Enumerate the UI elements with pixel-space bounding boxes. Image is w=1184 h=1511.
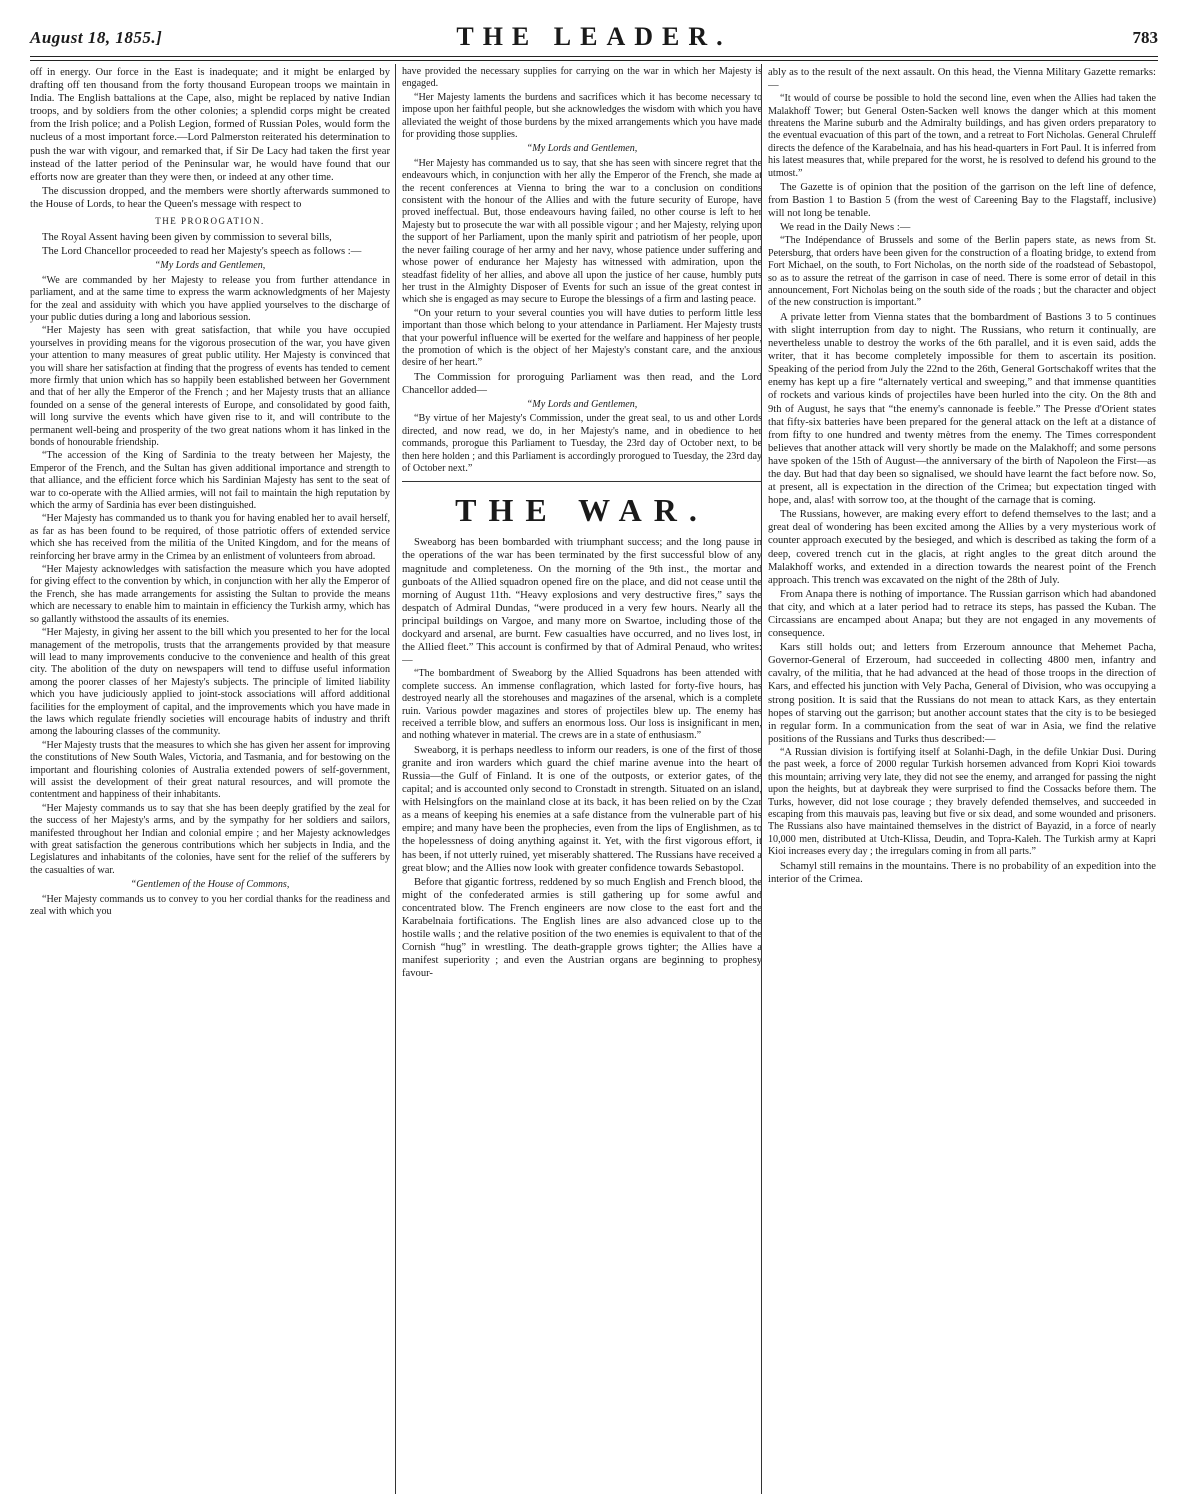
paragraph: off in energy. Our force in the East is inadequate; and it might be enlarged by drafting off ten thousand from the forty thousand European troops we maintain in India. The English battalions at the Cape, also, might be replaced by native Indian troops, and by soldiers from the other colonies; a splendid corps might be created from the Irish police; and a Polish Legion, formed of Russian Poles, would form the nucleus of a most important force.—Lord Palmerston reiterated his determination to push the war with vigour, and remarked that, if Sir De Lacy had taken the first year instead of the latter period of the Peninsular war, he would have found that our efforts now are greater than they were then, or indeed at any other time.	[30, 67, 390, 183]
column-divider-2	[761, 64, 762, 1494]
paragraph: ably as to the result of the next assault. On this head, the Vienna Military Gazette remarks:—	[768, 67, 1156, 92]
column-1	[30, 66, 390, 1491]
paragraph: Kars still holds out; and letters from Erzeroum announce that Mehemet Pacha, Governor-General of Erzeroum, had succeeded in collecting 4800 men, infantry and cavalry, of the militia, that he had advanced at the head of those troops in the direction of Kars, and effected his junction with Vely Pacha, General of Division, who was occupying a strong position. It is said that the Russians do not mean to attack Kars, as they entertain hopes of starving out the garrison; but another account states that the city is to be besieged in regular form. In a communication from the seat of war in Asia, we find the relative positions of the Russians and Turks thus described:—	[768, 642, 1156, 745]
quoted-paragraph: “Her Majesty commands us to convey to you her cordial thanks for the readiness and zeal with which you	[30, 893, 390, 918]
quoted-paragraph: “The Indépendance of Brussels and some of the Berlin papers state, as news from St. Petersburg, that orders have been given for the construction of a floating bridge, to extend from Fort Michael, on the south, to Fort Nicholas, on the north side of the roadstead of Sebastopol, so as to assure the retreat of the garrison in case of need. There is some error of detail in this announcement, Fort Nicholas being on the south side of the roads ; but the character and object of the new construction is important.”	[768, 235, 1156, 309]
quoted-paragraph: “On your return to your several counties you will have duties to perform little less important than those which belong to your attendance in Parliament. Her Majesty trusts that your powerful influence will be exerted for the welfare and happiness of her people, the promotion of which is the object of her Majesty's constant care, and the anxious desire of her heart.”	[402, 307, 762, 369]
paragraph: The Russians, however, are making every effort to defend themselves to the last; and a great deal of wondering has been excited among the Allies by a very mysterious work of counter approach executed by the besieged, and which is described as taking the form of a deep, covered trench cut in the glacis, at right angles to the great ditch around the Malakhoff works, and extended in a direction towards the nearest point of the French approach. This trench was excavated on the night of the 28th of July.	[768, 509, 1156, 586]
quoted-paragraph: “Her Majesty has commanded us to say, that she has seen with sincere regret that the endeavours which, in conjunction with her ally the Emperor of the French, she made at the recent conferences at Vienna to bring the war to a conclusion on conditions consistent with the honour of the Allies and with the future security of Europe, have proved ineffectual. But, those endeavours having failed, no other course is left to her Majesty but to prosecute the war with all possible vigour ; and her Majesty, relying upon the support of her Parliament, upon the manly spirit and patriotism of her people, upon the never failing courage of her army and her navy, whose patience under suffering and whose power of endurance her Majesty has witnessed with admiration, upon the steadfast fidelity of her allies, and above all upon the justice of her cause, humbly puts her trust in the Almighty Disposer of Events for such an issue of the great contest in which she is engaged as may secure to Europe the blessings of a firm and lasting peace.	[402, 157, 762, 306]
salutation: “Gentlemen of the House of Commons,	[130, 879, 290, 891]
page-header	[30, 12, 1158, 54]
quoted-paragraph: “The accession of the King of Sardinia to the treaty between her Majesty, the Emperor of the French, and the Sultan has given additional importance and strength to that alliance, and the efficient force which his Sardinian Majesty has sent to the seat of war to co-operate with the Allied armies, will not fail to maintain the high reputation by which the army of Sardinia has ever been distinguished.	[30, 450, 390, 512]
paragraph: The Royal Assent having been given by commission to several bills,	[42, 232, 332, 244]
quoted-paragraph: “Her Majesty acknowledges with satisfaction the measure which you have adopted for giving effect to the convention by which, in conjunction with her ally the Emperor of the French, she has made arrangements for assisting the Sultan to provide the means which are necessary to enable him to maintain in efficiency the Turkish army, which has so gallantly withstood the assaults of its enemies.	[30, 564, 390, 625]
section-heading: THE PROROGATION.	[155, 216, 265, 227]
quoted-paragraph: “Her Majesty, in giving her assent to the bill which you presented to her for the local management of the metropolis, trusts that the arrangements provided by that measure will lead to many improvements conducive to the convenience and health of this great city. The abolition of the duty on newspapers will tend to diffuse useful information among the poorer classes of her Majesty's subjects. The principle of limited liability which you have judiciously applied to joint-stock associations will afford additional facilities for the employment of capital, and the improvements which you have made in the laws which regulate friendly societies will encourage habits of industry and thrift among the labouring classes of the community.	[30, 627, 390, 738]
column-2	[402, 66, 762, 1491]
page-number: 783	[1132, 28, 1158, 47]
paragraph: We read in the Daily News :—	[780, 222, 911, 234]
section-title-the-war: THE WAR.	[455, 492, 709, 529]
salutation: “My Lords and Gentlemen,	[526, 143, 638, 155]
paragraph: The Gazette is of opinion that the position of the garrison on the left line of defence, from Bastion 1 to Bastion 5 (from the west of Careening Bay to the Flagstaff, inclusive) will not long be tenable.	[768, 182, 1156, 220]
column-3	[768, 66, 1156, 1491]
paragraph: The discussion dropped, and the members were shortly afterwards summoned to the House of Lords, to hear the Queen's message with respect to	[30, 185, 390, 210]
header-rule-top	[30, 56, 1158, 57]
quoted-paragraph: “Her Majesty commands us to say that she has been deeply gratified by the zeal for the success of her Majesty's arms, and by the sympathy for her soldiers and sailors, manifested throughout her Indian and colonial empire ; and her Majesty acknowledges with great satisfaction the generous contributions which her subjects in India, and the Legislatures and inhabitants of the colonies, have sent for the relief of the sufferers by the casualties of war.	[30, 802, 390, 876]
salutation: “My Lords and Gentlemen,	[154, 260, 266, 272]
paragraph: The Lord Chancellor proceeded to read her Majesty's speech as follows :—	[42, 246, 362, 258]
quoted-paragraph: “Her Majesty has seen with great satisfaction, that while you have occupied yourselves in providing means for the vigorous prosecution of the war, you have given your attention to many measures of great public utility. Her Majesty is convinced that you will share her satisfaction at finding that the progress of events has tended to cement more firmly that union which has so happily been established between her Government and that of her ally the Emperor of the French ; and her Majesty trusts that an alliance founded on a sense of the general interests of Europe, and consolidated by good faith, will long survive the events which have given rise to it, and will contribute to the permanent well-being and prosperity of the two great nations whom it has linked in the bonds of honourable friendship.	[30, 325, 390, 448]
column-divider-1	[395, 64, 396, 1494]
paragraph: From Anapa there is nothing of importance. The Russian garrison which had abandoned that city, and which at a later period had to retrace its steps, has passed the Kuban. The Circassians are encamped about Anapa; but they are not engaged in any movements of consequence.	[768, 588, 1156, 640]
section-rule	[402, 481, 762, 482]
masthead-title: THE LEADER.	[456, 22, 732, 51]
quoted-paragraph: “Her Majesty laments the burdens and sacrifices which it has become necessary to impose upon her faithful people, but she acknowledges the wisdom with which you have alleviated the weight of those burdens by the mixed arrangements which you have made for providing those supplies.	[402, 91, 762, 141]
quoted-paragraph: “A Russian division is fortifying itself at Solanhi-Dagh, in the defile Unkiar Dusi. During the past week, a force of 2000 regular Turkish horsemen advanced from Kopri Kioi towards this mountain; arriving very late, they did not see the enemy, and arranged for passing the night upon the heights, but at daybreak they were surprised to find the Cossacks before them. The Turks, however, did not lose courage ; they bravely defended themselves, and succeeded in escaping from this mauvais pas, leaving but five or six dead, and some wounded and prisoners. The Russians also have maintained themselves in the district of Bayazid, in a force of nearly 10,000 men, distributed at Utch-Klissa, Deudin, and Topra-Kaleh. The Turkish army at Kapri Kioi increases every day ; the irregulars coming in from all parts.”	[768, 746, 1156, 858]
paragraph: Schamyl still remains in the mountains. There is no probability of an expedition into the interior of the Crimea.	[768, 860, 1156, 885]
paragraph: Sweaborg has been bombarded with triumphant success; and the long pause in the operations of the war has been terminated by the first successful blow of any magnitude and completeness. On the morning of the 9th inst., the mortar and gunboats of the Allied squadron opened fire on the place, and did not cease until the morning of August 11th. “Heavy explosions and very destructive fires,” says the despatch of Admiral Dundas, “were produced in a very few hours. Nearly all the principal buildings on Vargoe, and many more on Swartoe, including those of the dockyard and arsenal, are burnt. Few casualties have occurred, and no lives lost, in the Allied fleet.” This account is confirmed by that of Admiral Penaud, who writes:—	[402, 537, 762, 667]
quoted-paragraph: “Her Majesty trusts that the measures to which she has given her assent for improving the constitutions of New South Wales, Victoria, and Tasmania, and for bestowing on the important and flourishing colonies of Australia extended powers of self-government, will assist the development of their great natural resources, and will promote the contentment and happiness of their inhabitants.	[30, 739, 390, 801]
paragraph: The Commission for proroguing Parliament was then read, and the Lord Chancellor added—	[402, 371, 762, 396]
issue-date: August 18, 1855.]	[30, 28, 163, 47]
quoted-paragraph: have provided the necessary supplies for carrying on the war in which her Majesty is engaged.	[402, 66, 762, 90]
paragraph: A private letter from Vienna states that the bombardment of Bastions 3 to 5 continues with slight interruption from day to night. The Russians, who return it continually, are nevertheless unable to destroy the works of the 6th parallel, and it is even said, adds the writer, that it has become completely impossible for them to ascertain its position. Speaking of the period from July the 22nd to the 26th, General Gortschakoff writes that the enemy has kept up a fire “alternately vertical and sweeping,” and that immense quantities of rockets and various kinds of projectiles have been hurled into the city. On the 8th and 9th of August, he says that “the enemy's cannonade is feeble.” The Presse d'Orient states that fifty-six batteries have been prepared for the general attack on the left at a distance of from fifty to one hundred and twenty mètres from the enemy. The Times correspondent believes that another attack will very shortly be made on the Malakhoff; and some persons have spoken of the 15th of August—the anniversary of the birth of Napoleon the First—as the day. But had that day been so signalised, we should have learnt the fact before now. So, at present, all is expectation in the direction of the Crimea; but expectation tinged with hope, and, alas! with sorrow too, at the thought of the carnage that is coming.	[768, 311, 1156, 507]
header-rule-bottom	[30, 60, 1158, 61]
quoted-paragraph: “It would of course be possible to hold the second line, even when the Allies had taken the Malakhoff Tower; but General Osten-Sacken well knows the danger which at this moment threatens the Marine suburb and the Admiralty buildings, and has given orders preparatory to the eventual evacuation of this part of the town, and a retreat to Fort Nicholas. General Chruleff directs the defence of the Karabelnaia, and has his head-quarters in Fort Paul. It is inferred from his latest measures that, while prepared for the worst, he is resolved to defend his ground to the utmost.”	[768, 93, 1156, 179]
paragraph: Sweaborg, it is perhaps needless to inform our readers, is one of the first of those granite and iron warders which guard the chief marine avenue into the heart of Russia—the Gulf of Finland. It is one of the outposts, or exterior gates, of the capital; and is accounted only second to Cronstadt in strength. Situated on an island, with Helsingfors on the mainland close at its back, it has been relied on by the Czar as a means of keeping his enemies at a safe distance from the vulnerable part of his empire; and many have been the prophecies, even from the lips of Englishmen, as to the hopelessness of doing anything against it. Yet, with the first vigorous effort, it has been, if not utterly ruined, yet miserably shattered. The Russians have received a great blow; and the Allies now look with greater confidence towards Sebastopol.	[402, 744, 762, 874]
paragraph: Before that gigantic fortress, reddened by so much English and French blood, the might of the confederated armies is still gathering up for some awful and concentrated blow. The French engineers are now close to the east fort and the Karabelnaia fortifications. The English lines are also advanced close up to the hostile walls ; and the relative position of the two enemies is equivalent to that of the Cornish “hug” in wrestling. The death-grapple grows tighter; the Allies have a manifest superiority ; and even the Austrian organs are beginning to prophesy favour-	[402, 876, 762, 980]
quoted-paragraph: “The bombardment of Sweaborg by the Allied Squadrons has been attended with complete success. An immense conflagration, which lasted for forty-five hours, has destroyed nearly all the storehouses and magazines of the arsenal, which is a complete ruin. Various powder magazines and stores of projectiles blew up. The enemy has received a terrible blow, and suffers an enormous loss. Our loss is insignificant in men, and nothing whatever in material. The crews are in a state of enthusiasm.”	[402, 668, 762, 742]
quoted-paragraph: “Her Majesty has commanded us to thank you for having enabled her to avail herself, as far as has been found to be required, of those patriotic offers of extended service which she has received from the militia of the United Kingdom, and for the means of reinforcing her brave army in the Crimea by an enlistment of volunteers from abroad.	[30, 513, 390, 562]
salutation: “My Lords and Gentlemen,	[526, 398, 638, 410]
quoted-paragraph: “By virtue of her Majesty's Commission, under the great seal, to us and other Lords directed, and now read, we do, in her Majesty's name, and in obedience to her commands, prorogue this Parliament to Tuesday, the 23rd day of October next, to be then here holden ; and this Parliament is accordingly prorogued to Tuesday, the 23rd day of October next.”	[402, 413, 762, 474]
quoted-paragraph: “We are commanded by her Majesty to release you from further attendance in parliament, and at the same time to express the warm acknowledgments of her Majesty for the zeal and assiduity with which you have applied yourselves to the discharge of your public duties during a long and laborious session.	[30, 274, 390, 323]
